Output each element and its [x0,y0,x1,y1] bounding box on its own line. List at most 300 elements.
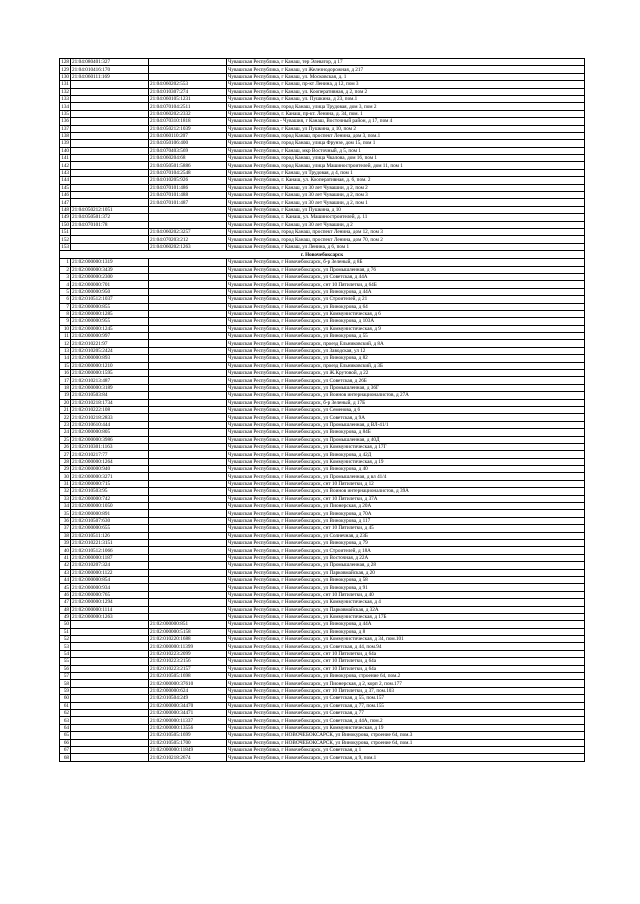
building-cadastral-number [149,517,227,524]
building-cadastral-number [149,547,227,554]
row-number: 153 [61,243,69,250]
address: Чувашская Республика, г Новочебоксарск, ул Советская, д 44А [227,273,585,280]
table-row [60,362,585,369]
building-cadastral-number: 21:04:010205:926 [149,177,227,184]
land-cadastral-number: 21:02:000000:1294 [71,599,149,606]
building-cadastral-number: 21:02:010223:2157 [149,665,227,672]
land-cadastral-number: 21:02:000000:1319 [71,259,149,266]
table-row [60,310,585,317]
row-number: 48 [60,606,71,613]
address: Чувашская Республика, г Новочебоксарск, ул Винокурова, д 64 [227,303,585,310]
building-cadastral-number [149,540,227,547]
land-cadastral-number [71,739,149,746]
building-cadastral-number [149,318,227,325]
address: Чувашская Республика, г Новочебоксарск, снт 10 Пятилетки, д 45 [227,525,585,532]
address: Чувашская Республика - Чувашия, г Канаш, Восточный район, д 17, пом 4 [227,118,585,125]
table-row [60,377,585,384]
section-header-row [60,251,585,259]
building-cadastral-number: 21:04:060204:68 [149,155,227,162]
land-cadastral-number [71,724,149,731]
table-row [60,673,585,680]
land-cadastral-number: 21:02:000000:893 [71,355,149,362]
land-cadastral-number: 21:02:010221:3151 [71,540,149,547]
table-row [60,613,585,620]
address: Чувашская Республика, г Новочебоксарск, ул Восточная, д 22А [227,554,585,561]
row-number: 26 [60,443,71,450]
address: Чувашская Республика, г Новочебоксарск, ул Солнечная, д 23Б [227,532,585,539]
row-number: 9 [60,318,71,325]
building-cadastral-number [149,266,227,273]
table-row [60,177,585,184]
land-cadastral-number [71,717,149,724]
table-row [60,303,585,310]
building-cadastral-number [149,377,227,384]
row-number: 131 [61,81,69,88]
building-cadastral-number [149,466,227,473]
land-cadastral-number: 21:02:000000:2300 [71,273,149,280]
address: Чувашская Республика, г Канаш, ул 30 лет Чувашии, д 2, пом 1 [227,199,585,206]
land-cadastral-number [71,81,149,88]
building-cadastral-number [149,532,227,539]
building-cadastral-number [149,206,227,213]
address: Чувашская Республика, г Новочебоксарск, ул Коммунистическая, д 19 [227,458,585,465]
row-number: 145 [61,184,69,191]
row-number: 147 [61,199,69,206]
row-number: 56 [60,665,71,672]
address: Чувашская Республика, г Новочебоксарск, ул Коммунистическая, д 17Г [227,443,585,450]
table-row [60,347,585,354]
row-number: 43 [60,569,71,576]
table-row [60,429,585,436]
address: Чувашская Республика, г Новочебоксарск, ул Коммунистическая, д 34, пом.101 [227,636,585,643]
row-number: 10 [60,325,71,332]
building-cadastral-number: 21:02:010505:1700 [149,739,227,746]
table-row [60,458,585,465]
table-row [60,73,585,80]
building-cadastral-number [149,562,227,569]
building-cadastral-number: 21:02:000000:851 [149,621,227,628]
address: Чувашская Республика, г Новочебоксарск, ул Ж.Крутовой, д 22 [227,370,585,377]
table-row [60,414,585,421]
row-number: 45 [60,584,71,591]
land-cadastral-number [71,155,149,162]
land-cadastral-number [71,236,149,243]
building-cadastral-number [149,214,227,221]
land-cadastral-number [71,95,149,102]
land-cadastral-number [71,643,149,650]
land-cadastral-number: 21:04:010416:170 [71,66,149,73]
land-cadastral-number: 21:02:000000:1187 [71,554,149,561]
building-cadastral-number [149,392,227,399]
address: Чувашская Республика, г Новочебоксарск, ул Винокурова, д 103А [227,318,585,325]
building-cadastral-number: 21:02:010223:2156 [149,658,227,665]
land-cadastral-number: 21:02:000000:701 [71,281,149,288]
table-row [60,739,585,746]
table-row [60,192,585,199]
building-cadastral-number: 21:04:050106:400 [149,140,227,147]
building-cadastral-number [149,355,227,362]
table-row [60,510,585,517]
address: Чувашская Республика, г Канаш, тер Элеватор, д 17 [227,59,585,66]
building-cadastral-number: 21:02:010220:1688 [149,636,227,643]
land-cadastral-number [71,184,149,191]
land-cadastral-number: 21:02:000000:1245 [71,325,149,332]
table-row [60,333,585,340]
building-cadastral-number: 21:04:070104:2548 [149,169,227,176]
building-cadastral-number: 21:04:060202:3257 [149,228,227,235]
land-cadastral-number: 21:04:050212:1051 [71,206,149,213]
building-cadastral-number [149,436,227,443]
row-number: 66 [60,739,71,746]
building-cadastral-number: 21:04:070101:486 [149,184,227,191]
land-cadastral-number: 21:02:010221:97 [71,340,149,347]
table-row [60,147,585,154]
row-number: 12 [60,340,71,347]
address: Чувашская Республика, г Канаш, ул 30 лет Чувашии, д 2 [227,221,585,228]
land-cadastral-number: 21:02:000000:997 [71,333,149,340]
row-number: 18 [60,384,71,391]
land-cadastral-number: 21:02:000000:742 [71,495,149,502]
building-cadastral-number: 21:04:070310:1818 [149,118,227,125]
land-cadastral-number: 21:04:050501:372 [71,214,149,221]
row-number: 47 [60,599,71,606]
table-row [60,488,585,495]
land-cadastral-number [71,680,149,687]
building-cadastral-number: 21:04:070104:2511 [149,103,227,110]
address: Чувашская Республика, город Канаш, улица Фрунзе, дом 15, пом 1 [227,140,585,147]
table-row [60,724,585,731]
row-number: 64 [60,724,71,731]
row-number: 146 [61,192,69,199]
building-cadastral-number: 21:02:010505:1698 [149,673,227,680]
row-number: 139 [61,140,69,147]
row-number: 22 [60,414,71,421]
row-number: 49 [60,613,71,620]
table-row [60,318,585,325]
address: Чувашская Республика, г Новочебоксарск, ул Пионерская, д 20А [227,503,585,510]
address: Чувашская Республика, г Новочебоксарск, ул Советская, д 77 [227,709,585,716]
address: Чувашская Республика, г Канаш, ул 30 лет Чувашии, д 2, пом 3 [227,192,585,199]
land-cadastral-number [71,228,149,235]
address: Чувашская Республика, г Новочебоксарск, ул Промышленная, д ВЛ-41/1 [227,421,585,428]
table-row [60,466,585,473]
land-cadastral-number: 21:02:000000:1595 [71,370,149,377]
building-cadastral-number: 21:02:000000:11399 [149,643,227,650]
building-cadastral-number: 21:02:010218:2674 [149,754,227,761]
table-row [60,702,585,709]
address: Чувашская Республика, г Новочебоксарск, ул Промышленная, д 36Г [227,384,585,391]
land-cadastral-number [71,103,149,110]
row-number: 11 [60,333,71,340]
land-cadastral-number: 21:02:010503:95 [71,488,149,495]
land-cadastral-number: 21:02:000000:3271 [71,473,149,480]
row-number: 61 [60,702,71,709]
address: Чувашская Республика, г Новочебоксарск, ул Пионерская, д 2, корп 2, пом.177 [227,680,585,687]
address: Чувашская Республика, г Новочебоксарск, снт 10 Пятилетки, д 64а [227,650,585,657]
address: Чувашская Республика, г Новочебоксарск, снт 10 Пятилетки, д 37, пом.103 [227,687,585,694]
table-row [60,95,585,102]
table-row [60,81,585,88]
address: Чувашская Республика, г Канаш, ул Пушкина, д 10 [227,206,585,213]
row-number: 23 [60,421,71,428]
building-cadastral-number: 21:04:050501:5886 [149,162,227,169]
row-number: 2 [60,266,71,273]
building-cadastral-number: 21:04:070101:487 [149,199,227,206]
row-number: 31 [60,480,71,487]
building-cadastral-number [149,333,227,340]
address: Чувашская Республика, г Новочебоксарск, ул Советская, д 9, пом.1 [227,754,585,761]
table-row [60,281,585,288]
row-number: 6 [60,296,71,303]
address: Чувашская Республика, г Новочебоксарск, ул Советская, д 77, пом.155 [227,702,585,709]
table-row [60,569,585,576]
table-row [60,132,585,139]
address: Чувашская Республика, г Новочебоксарск, ул Советская, д 9А [227,414,585,421]
land-cadastral-number: 21:02:010503:84 [71,392,149,399]
address: Чувашская Республика, г Новочебоксарск, ул Винокурова, д 55 [227,333,585,340]
table-row [60,288,585,295]
table-row [60,495,585,502]
building-cadastral-number: 21:04:060202:2332 [149,110,227,117]
building-cadastral-number [149,584,227,591]
address: Чувашская Республика, г Новочебоксарск, б-р Зеленый, д 8Б [227,259,585,266]
table-row [60,340,585,347]
row-number: 39 [60,540,71,547]
land-cadastral-number: 21:02:000000:765 [71,591,149,598]
table-row [60,503,585,510]
land-cadastral-number: 21:02:010222:108 [71,406,149,413]
address: Чувашская Республика, г Новочебоксарск, снт 10 Пятилетки, д 12 [227,480,585,487]
land-cadastral-number: 21:04:080401:327 [71,59,149,66]
land-cadastral-number: 21:02:010218:1734 [71,399,149,406]
land-cadastral-number [71,754,149,761]
address: Чувашская Республика, г Новочебоксарск, ул Коммунистическая, д 4 [227,599,585,606]
row-number: 60 [60,695,71,702]
table-row [60,451,585,458]
address: Чувашская Республика, г. Канаш, пр-кт. Ленина, д. 34, пом. 1 [227,110,585,117]
row-number: 44 [60,576,71,583]
row-number: 54 [60,650,71,657]
building-cadastral-number: 21:02:010505:1699 [149,732,227,739]
row-number: 53 [60,643,71,650]
land-cadastral-number [71,687,149,694]
land-cadastral-number: 21:02:000000:940 [71,466,149,473]
table-row [60,643,585,650]
row-number: 140 [61,147,69,154]
address: Чувашская Республика, г Новочебоксарск, ул Промышленная, д 28 [227,562,585,569]
land-cadastral-number: 21:02:000000:950 [71,288,149,295]
land-cadastral-number: 21:02:000000:1285 [71,310,149,317]
land-cadastral-number: 21:02:010218:2833 [71,414,149,421]
address: Чувашская Республика, г Новочебоксарск, снт 10 Пятилетки, д 37А [227,495,585,502]
table-row [60,540,585,547]
land-cadastral-number: 21:02:010213:487 [71,377,149,384]
land-cadastral-number [71,88,149,95]
table-row [60,355,585,362]
table-row [60,680,585,687]
land-cadastral-number: 21:02:010512:1066 [71,547,149,554]
table-row [60,103,585,110]
table-row [60,110,585,117]
document-page [59,58,585,762]
address: Чувашская Республика, г Новочебоксарск, ул Воинов интернационалистов, д 27А [227,392,585,399]
row-number: 21 [60,406,71,413]
building-cadastral-number: 21:04:010307:274 [149,88,227,95]
land-cadastral-number: 21:02:010610:444 [71,421,149,428]
building-cadastral-number [149,259,227,266]
land-cadastral-number: 21:02:000000:655 [71,525,149,532]
address: Чувашская Республика, г. Канаш, ул. Кооперативная, д. 6, пом. 2 [227,177,585,184]
building-cadastral-number [149,310,227,317]
table-row [60,199,585,206]
address: Чувашская Республика, г Канаш, ул. Московская, д. 1 [227,73,585,80]
row-number: 28 [60,458,71,465]
table-row [60,392,585,399]
table-row [60,695,585,702]
row-number: 16 [60,370,71,377]
land-cadastral-number: 21:04:070101:78 [71,221,149,228]
row-number: 15 [60,362,71,369]
land-cadastral-number: 21:02:000000:1122 [71,569,149,576]
row-number: 7 [60,303,71,310]
land-cadastral-number [71,162,149,169]
address: Чувашская Республика, г Новочебоксарск, ул Промышленная, д вл 41/4 [227,473,585,480]
row-number: 14 [60,355,71,362]
address: Чувашская Республика, г Новочебоксарск, ул Промышленная, д 76 [227,266,585,273]
address: Чувашская Республика, г Новочебоксарск, б-р Зеленый, д 17Б [227,399,585,406]
address: Чувашская Республика, г НОВОЧЕБОКСАРСК, ул Винокурова, строение 64, пом.1 [227,739,585,746]
building-cadastral-number [149,281,227,288]
land-cadastral-number: 21:02:010511:126 [71,532,149,539]
row-number: 136 [61,118,69,125]
row-number: 65 [60,732,71,739]
row-number: 63 [60,717,71,724]
address: Чувашская Республика, г Новочебоксарск, ул Семенова, д 6 [227,406,585,413]
building-cadastral-number [149,273,227,280]
row-number: 27 [60,451,71,458]
table-row [60,214,585,221]
row-number: 143 [61,170,69,177]
address: Чувашская Республика, г Канаш, ул. Пушкина, д 23, пом.1 [227,95,585,102]
land-cadastral-number: 21:02:000000:805 [71,429,149,436]
address: Чувашская Республика, г Новочебоксарск, ул Советская, д 1 [227,746,585,753]
building-cadastral-number [149,384,227,391]
table-row [60,266,585,273]
table-row [60,665,585,672]
row-number: 67 [60,746,71,753]
row-number: 50 [60,621,71,628]
land-cadastral-number [71,658,149,665]
land-cadastral-number [71,243,149,250]
table-row [60,88,585,95]
address: Чувашская Республика, г Новочебоксарск, ул Коммунистическая, д 9 [227,325,585,332]
building-cadastral-number [149,66,227,73]
table-row [60,221,585,228]
building-cadastral-number: 21:02:010504:249 [149,695,227,702]
address: Чувашская Республика, г Новочебоксарск, снт 10 Пятилетки, д 64Б [227,281,585,288]
table-row [60,473,585,480]
row-number: 148 [61,207,69,213]
row-number: 32 [60,488,71,495]
row-number: 62 [60,709,71,716]
building-cadastral-number [149,288,227,295]
land-cadastral-number: 21:02:000000:1050 [71,503,149,510]
property-table-body [60,59,585,762]
address: Чувашская Республика, г Новочебоксарск, ул Коммунистическая, д 6 [227,310,585,317]
address: Чувашская Республика, город Канаш, улица Машиностроителей, дом 11, пом 1 [227,162,585,169]
row-number: 19 [60,392,71,399]
address: Чувашская Республика, г Новочебоксарск, ул Парковмайская, д 20 [227,569,585,576]
row-number: 46 [60,591,71,598]
table-row [60,525,585,532]
building-cadastral-number [149,480,227,487]
row-number: 42 [60,562,71,569]
row-number: 3 [60,273,71,280]
address: Чувашская Республика, г Новочебоксарск, ул Винокурова, д 44А [227,288,585,295]
address: Чувашская Республика, г Новочебоксарск, снт 10 Пятилетки, д 40 [227,591,585,598]
building-cadastral-number: 21:04:060110:207 [149,132,227,139]
row-number: 149 [61,214,69,221]
row-number: 25 [60,436,71,443]
row-number: 24 [60,429,71,436]
table-row [60,480,585,487]
row-number: 59 [60,687,71,694]
building-cadastral-number [149,503,227,510]
row-number: 129 [61,66,69,73]
building-cadastral-number: 21:04:060202:1263 [149,243,227,250]
table-row [60,206,585,213]
row-number: 38 [60,532,71,539]
address: Чувашская Республика, г Новочебоксарск, проезд Ельниковский, д 3Б [227,362,585,369]
building-cadastral-number [149,613,227,620]
building-cadastral-number [149,591,227,598]
land-cadastral-number [71,636,149,643]
address: Чувашская Республика, г Канаш, пр-кт Ленина, д 12, пом 3 [227,81,585,88]
building-cadastral-number [149,495,227,502]
building-cadastral-number [149,340,227,347]
building-cadastral-number [149,59,227,66]
building-cadastral-number: 21:02:000000:13556 [149,724,227,731]
table-row [60,243,585,250]
building-cadastral-number [149,421,227,428]
table-row [60,66,585,73]
land-cadastral-number: 21:02:000000:854 [71,576,149,583]
section-title: г. Новочебоксарск [60,251,585,259]
table-row [60,325,585,332]
building-cadastral-number [149,443,227,450]
row-number: 52 [60,636,71,643]
address: Чувашская Республика, г Новочебоксарск, ул Советская, д 26Б [227,377,585,384]
address: Чувашская Республика, г Новочебоксарск, проезд Ельниковский, д 8А [227,340,585,347]
address: Чувашская Республика, г Новочебоксарск, ул Винокурова, д 117 [227,517,585,524]
address: Чувашская Республика, г Новочебоксарск, ул Винокурова, д 58 [227,576,585,583]
building-cadastral-number: 21:02:010223:2099 [149,650,227,657]
row-number: 68 [60,754,71,761]
building-cadastral-number: 21:02:000000:34471 [149,709,227,716]
land-cadastral-number [71,147,149,154]
table-row [60,746,585,753]
address: Чувашская Республика, город Канаш, проспект Ленина, дом 70, пом 2 [227,236,585,243]
row-number: 144 [61,177,69,184]
land-cadastral-number: 21:02:000000:855 [71,303,149,310]
land-cadastral-number [71,709,149,716]
table-row [60,621,585,628]
building-cadastral-number [149,510,227,517]
address: Чувашская Республика, г Новочебоксарск, ул Советская, д 44А, пом.2 [227,717,585,724]
row-number: 128 [61,59,69,66]
row-number: 151 [61,229,69,236]
address: Чувашская Республика, г Новочебоксарск, ул Винокурова, д 79 [227,540,585,547]
